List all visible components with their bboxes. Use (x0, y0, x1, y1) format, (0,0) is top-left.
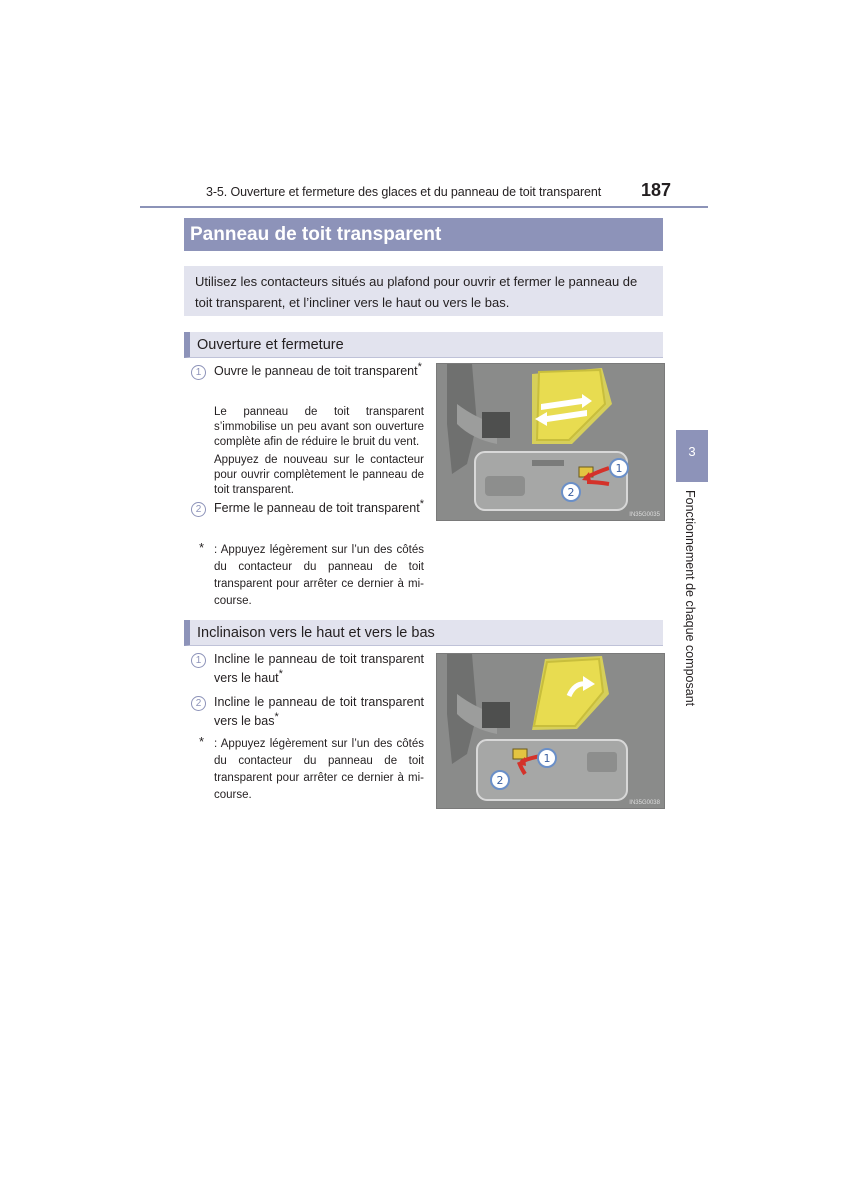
list-item-tilt-down (191, 693, 424, 731)
intro-box: Utilisez les contacteurs situés au plafond pour ouvrir et fermer le panneau de toit transparent, et l’incliner vers le haut ou vers le bas. (184, 266, 663, 316)
roof-switch-illustration (437, 364, 664, 520)
svg-text:1: 1 (615, 462, 623, 475)
illustration-tilt (436, 653, 665, 809)
item-note-stop: Le panneau de toit transparent s’immobilise un peu avant son ouverture complète afin de réduire le bruit du vent. (214, 406, 424, 448)
step-number-2: 2 (191, 696, 206, 711)
item-note-press-again: Appuyez de nouveau sur le contacteur pour ouvrir complètement le panneau de toit transparent. (214, 454, 424, 496)
footnote-asterisk: * (199, 540, 205, 555)
section-heading-tilt: Inclinaison vers le haut et vers le bas (184, 620, 663, 646)
step-number-1: 1 (191, 365, 206, 380)
chapter-label: Fonctionnement de chaque composant (683, 490, 697, 707)
svg-text:2: 2 (496, 774, 504, 787)
svg-text:2: 2 (567, 486, 575, 499)
asterisk-icon: * (274, 710, 279, 723)
asterisk-icon: * (419, 497, 424, 510)
item-text: Ouvre le panneau de toit transparent (214, 364, 418, 378)
asterisk-icon: * (278, 667, 283, 680)
asterisk-icon: * (417, 360, 422, 373)
list-item-open (191, 362, 424, 381)
step-number-2: 2 (191, 502, 206, 517)
list-item-close (191, 499, 424, 518)
svg-text:1: 1 (543, 752, 551, 765)
item-text: Ferme le panneau de toit transparent (214, 501, 420, 515)
page-title: Panneau de toit transparent (184, 218, 663, 251)
footnote-text: : Appuyez légèrement sur l’un des côtés du contacteur du panneau de toit transparent pour arrêter ce dernier à mi-course. (214, 544, 424, 607)
list-item-tilt-up (191, 650, 424, 688)
item-text: Incline le panneau de toit transparent vers le bas (214, 695, 424, 728)
illustration-open-close (436, 363, 665, 521)
roof-tilt-illustration (437, 654, 664, 808)
footnote-text: : Appuyez légèrement sur l’un des côtés du contacteur du panneau de toit transparent pour arrêter ce dernier à mi-course. (214, 738, 424, 801)
item-text: Incline le panneau de toit transparent vers le haut (214, 652, 424, 685)
footnote-asterisk: * (199, 734, 205, 749)
header-rule (140, 206, 708, 208)
running-header: 3-5. Ouverture et fermeture des glaces et du panneau de toit transparent (206, 185, 602, 199)
chapter-tab: 3 (676, 430, 708, 482)
figure-code: IN35G0038 (629, 800, 660, 806)
page-number: 187 (641, 180, 672, 200)
step-number-1: 1 (191, 653, 206, 668)
figure-code: IN35G0035 (629, 512, 660, 518)
section-heading-opening: Ouverture et fermeture (184, 332, 663, 358)
